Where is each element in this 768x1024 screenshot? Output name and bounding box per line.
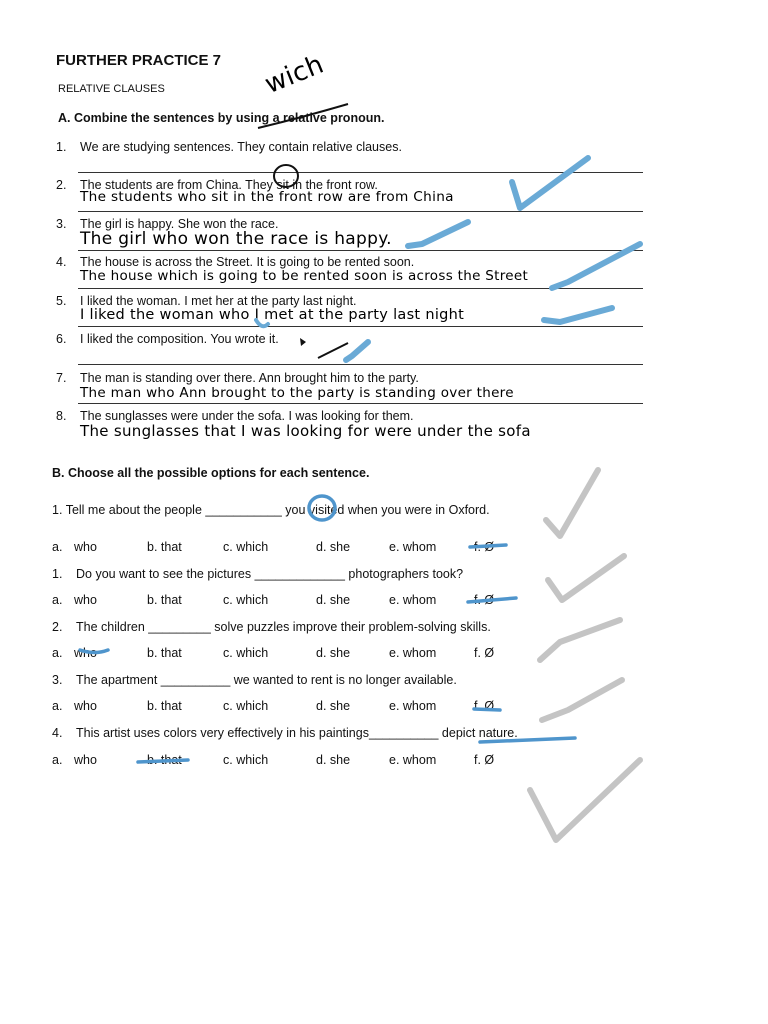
- a-question-3: 3. The girl is happy. She won the race.: [56, 217, 279, 231]
- a-question-7: 7. The man is standing over there. Ann brought him to the party.: [56, 371, 419, 385]
- blue-check-icon: [346, 342, 368, 360]
- blue-check-icon: [544, 308, 612, 322]
- ink-check-mark: [318, 343, 348, 358]
- b-question: 4. This artist uses colors very effectively in his paintings__________ depict nature.: [52, 726, 518, 740]
- gray-check-icon: [540, 620, 620, 660]
- page-subtitle: RELATIVE CLAUSES: [58, 83, 165, 95]
- handwritten-answer-7: The man who Ann brought to the party is standing over there: [80, 385, 514, 401]
- section-a-heading: A. Combine the sentences by using a relative pronoun.: [58, 111, 385, 125]
- ink-scribble-mark: [300, 338, 306, 346]
- handwritten-answer-8: The sunglasses that I was looking for were under the sofa: [80, 422, 531, 440]
- b-question: 1. Tell me about the people ___________ you visited when you were in Oxford.: [52, 503, 490, 517]
- a-question-4: 4. The house is across the Street. It is going to be rented soon.: [56, 255, 415, 269]
- section-b-heading: B. Choose all the possible options for each sentence.: [52, 466, 370, 480]
- blue-check-icon: [408, 222, 468, 246]
- handwritten-answer-5: I liked the woman who I met at the party last night: [80, 307, 465, 323]
- page-title: FURTHER PRACTICE 7: [56, 52, 222, 69]
- answer-line: [78, 326, 643, 327]
- answer-line: [78, 250, 643, 251]
- handwritten-annotation: wich: [260, 49, 329, 100]
- a-question-8: 8. The sunglasses were under the sofa. I was looking for them.: [56, 409, 414, 423]
- a-question-2: 2. The students are from China. They sit in the front row.: [56, 178, 378, 192]
- gray-check-icon: [530, 760, 640, 840]
- answer-line: [78, 403, 643, 404]
- handwritten-answer-4: The house which is going to be rented soon is across the Street: [80, 268, 529, 284]
- a-question-1: 1. We are studying sentences. They contain relative clauses.: [56, 140, 402, 154]
- blue-check-icon: [512, 158, 588, 208]
- answer-line: [78, 211, 643, 212]
- b-question: 2. The children _________ solve puzzles improve their problem-solving skills.: [52, 620, 491, 634]
- gray-check-icon: [542, 680, 622, 720]
- handwritten-answer-2: The students who sit in the front row are from China: [80, 190, 454, 205]
- b-question: 3. The apartment __________ we wanted to rent is no longer available.: [52, 673, 457, 687]
- a-question-5: 5. I liked the woman. I met her at the party last night.: [56, 294, 357, 308]
- gray-check-icon: [548, 556, 624, 600]
- answer-line: [78, 172, 643, 173]
- gray-check-icon: [546, 470, 598, 536]
- b-question: 1. Do you want to see the pictures _____________ photographers took?: [52, 567, 464, 581]
- a-question-6: 6. I liked the composition. You wrote it.: [56, 332, 279, 346]
- handwritten-answer-3: The girl who won the race is happy.: [80, 229, 392, 249]
- answer-line: [78, 288, 643, 289]
- answer-line: [78, 364, 643, 365]
